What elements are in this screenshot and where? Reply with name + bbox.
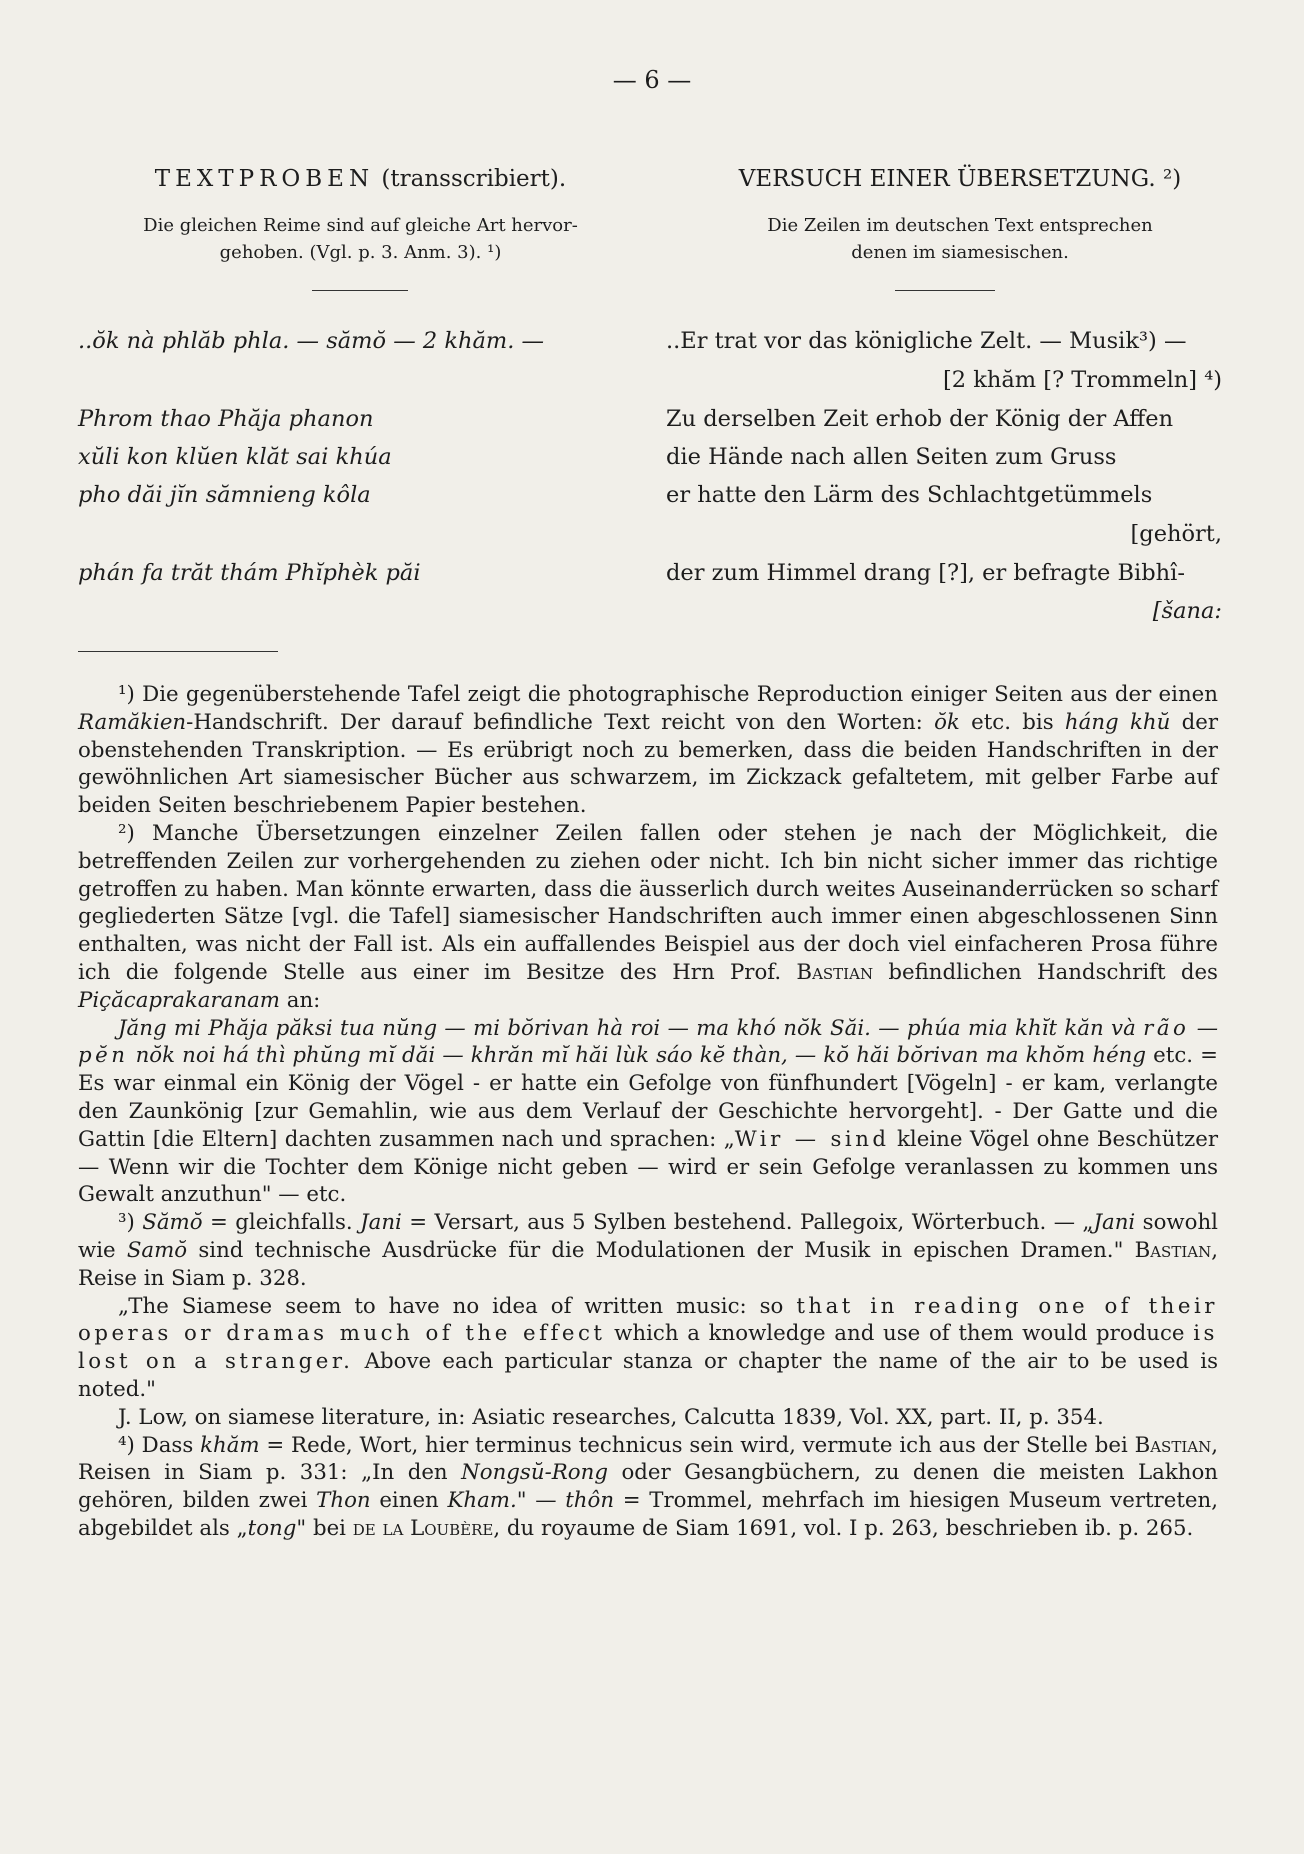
footnote-text: Above each particular stanza or chapter the name of the air to be used is noted." bbox=[78, 1349, 1219, 1402]
right-note-line: denen im siamesischen. bbox=[851, 242, 1069, 263]
left-heading-suffix: (transscribiert). bbox=[374, 166, 567, 192]
footnote-italic: Sămŏ bbox=[142, 1210, 203, 1236]
footnote-spaced: Wir — sind bbox=[734, 1126, 890, 1152]
footnote-italic: Jani bbox=[360, 1210, 402, 1236]
verse-right-line: er hatte den Lärm des Schlachtgetümmels bbox=[666, 482, 1153, 508]
footnote-italic: Samŏ bbox=[126, 1237, 188, 1263]
footnote-text: „The Siamese seem to have no idea of written music: so bbox=[118, 1293, 797, 1319]
verse-right-line: die Hände nach allen Seiten zum Gruss bbox=[666, 444, 1117, 470]
footnotes bbox=[78, 681, 1218, 1543]
footnote-2-example bbox=[78, 1015, 1218, 1210]
footnote-text: ⁴) Dass bbox=[118, 1432, 201, 1458]
left-divider bbox=[312, 290, 408, 291]
footnote-text: -Handschrift. Der darauf befindliche Text reicht von den Worten: bbox=[186, 709, 935, 735]
right-heading-note bbox=[690, 212, 1230, 266]
footnote-text: oder Gesangbüchern, zu denen die meisten Lakhon gehören, bilden zwei bbox=[78, 1460, 1219, 1514]
right-divider bbox=[895, 290, 995, 291]
footnote-text: , du royaume de Siam 1691, vol. I p. 263, beschrieben ib. p. 265. bbox=[493, 1515, 1194, 1541]
footnote-italic: Thon bbox=[316, 1488, 371, 1514]
right-note-line: Die Zeilen im deutschen Text entsprechen bbox=[767, 215, 1153, 236]
left-heading-note bbox=[78, 212, 643, 266]
verse-right-line: [2 khăm [? Trommeln] ⁴) bbox=[943, 367, 1222, 393]
footnote-spaced: is lost on a stranger. bbox=[78, 1321, 1218, 1375]
footnote-text: einen bbox=[370, 1488, 448, 1514]
footnote-spaced: that in reading one of their operas or dramas much of the effect bbox=[78, 1293, 1218, 1347]
right-column-heading: VERSUCH EINER ÜBERSETZUNG. ²) bbox=[738, 166, 1182, 192]
page-number: — 6 — bbox=[612, 66, 692, 94]
footnote-3 bbox=[78, 1209, 1218, 1292]
verse-right-line: ..Er trat vor das königliche Zelt. — Musik³) — bbox=[666, 328, 1187, 354]
footnote-text: = Rede, Wort, hier terminus technicus sein wird, vermute ich aus der Stelle bei bbox=[259, 1432, 1135, 1458]
footnote-text: etc. = Es war einmal ein König der Vögel - er hatte ein Gefolge von fünfhundert [Vögeln] - er kam, verlangte den Zaunkönig [zur Gemahlin, wie aus dem Verlauf der Geschichte hervorgeht]. - Der Gatte und die Gattin [die Eltern] dachten zusammen nach und sprachen: „ bbox=[78, 1043, 1218, 1152]
footnote-text: sind technische Ausdrücke für die Modulationen der Musik in epischen Dramen." bbox=[187, 1237, 1135, 1263]
footnote-author: Bastian bbox=[1134, 1432, 1212, 1458]
footnote-italic: háng khŭ bbox=[1064, 709, 1171, 735]
footnote-italic: tong bbox=[247, 1515, 297, 1541]
footnote-italic: Jani bbox=[1093, 1210, 1136, 1236]
footnote-italic: Ramăkien bbox=[78, 709, 187, 735]
footnote-1 bbox=[78, 681, 1218, 820]
footnote-italic: khăm bbox=[200, 1432, 260, 1458]
verse-right-line: [gehört, bbox=[1130, 521, 1222, 547]
verse-left-line: phán fa trăt thám Phĭphèk păi bbox=[78, 560, 421, 586]
verse-left-line: pho dăi jĭn sămnieng kôla bbox=[78, 482, 371, 508]
footnote-3-quote bbox=[78, 1293, 1218, 1404]
footnote-text: ²) Manche Übersetzungen einzelner Zeilen fallen oder stehen je nach der Möglichkeit, die betreffenden Zeilen zur vorhergehenden zu ziehen oder nicht. Ich bin nicht sicher immer das richtige getroffen zu haben. Man könnte erwarten, dass die äusserlich durch weites Auseinanderrücken so scharf gegliederten Sätze [vgl. die Tafel] siamesischer Handschriften auch immer einen abgeschlossenen Sinn enthalten, was nicht der Fall ist. Als ein auffallendes Beispiel aus der doch viel einfacheren Prosa führe ich die folgende Stelle aus einer im Besitze des Hrn Prof. bbox=[78, 820, 1218, 985]
footnote-text: , Reisen in Siam p. 331: „In den bbox=[78, 1432, 1218, 1486]
footnote-author: Bastian bbox=[796, 959, 874, 985]
footnote-italic: Kham. bbox=[447, 1488, 517, 1514]
left-note-line: gehoben. (Vgl. p. 3. Anm. 3). ¹) bbox=[219, 242, 502, 263]
footnote-text: befindlichen Handschrift des bbox=[873, 959, 1218, 985]
footnote-text: an: bbox=[280, 987, 321, 1013]
verse-right-line: der zum Himmel drang [?], er befragte Bibhî- bbox=[666, 560, 1185, 586]
footnote-italic: pĕn bbox=[78, 1043, 129, 1069]
footnote-text: " — bbox=[516, 1488, 566, 1514]
footnote-text: which a knowledge and use of them would produce bbox=[605, 1321, 1194, 1347]
footnote-text: ¹) Die gegenüberstehende Tafel zeigt die photographische Reproduction einiger Seiten aus der einen bbox=[118, 682, 1218, 707]
footnote-text: = Versart, aus 5 Sylben bestehend. Pallegoix, Wörterbuch. — „ bbox=[401, 1210, 1094, 1236]
footnote-italic: Piçăcaprakaranam bbox=[78, 987, 280, 1013]
footnote-text: " bei bbox=[296, 1515, 353, 1541]
footnote-text: der obenstehenden Transkription. — Es erübrigt noch zu bemerken, dass die beiden Handschriften in der gewöhnlichen Art siamesischer Bücher aus schwarzem, im Zickzack gefaltetem, mit gelber Farbe auf beiden Seiten beschriebenem Papier bestehen. bbox=[78, 709, 1219, 819]
footnote-text: = Trommel, mehrfach im hiesigen Museum vertreten, abgebildet als „ bbox=[78, 1488, 1218, 1541]
footnote-italic: — bbox=[1189, 1015, 1218, 1041]
footnote-italic: Jăng mi Phăja păksi tua nŭng — mi bŏrivan hà roi — ma khó nŏk Săi. — phúa mia khĭt kăn và bbox=[118, 1015, 1144, 1041]
footnote-author: Bastian bbox=[1134, 1237, 1212, 1263]
footnote-text: sowohl wie bbox=[78, 1210, 1218, 1263]
footnote-3-citation: J. Low, on siamese literature, in: Asiatic researches, Calcutta 1839, Vol. XX, part. II, p. 354. bbox=[118, 1404, 1104, 1430]
footnote-4 bbox=[78, 1432, 1218, 1543]
footnote-italic: ŏk bbox=[934, 709, 960, 735]
footnote-italic: nŏk noi há thì phŭng mĭ dăi — khrăn mĭ hăi lùk sáo kĕ thàn, — kŏ hăi bŏrivan ma khŏm héng bbox=[128, 1043, 1147, 1069]
verse-left-line: Phrom thao Phăja phanon bbox=[78, 406, 374, 432]
footnote-text: , Reise in Siam p. 328. bbox=[78, 1237, 1218, 1291]
verse-left-line: xŭli kon klŭen klăt sai khúa bbox=[78, 444, 392, 470]
left-column-heading bbox=[78, 166, 643, 192]
footnote-text: = gleichfalls. bbox=[202, 1210, 361, 1236]
footnote-2 bbox=[78, 820, 1218, 1015]
footnote-italic: thôn bbox=[565, 1488, 615, 1514]
footnote-italic: rão bbox=[1143, 1015, 1190, 1041]
footnote-text: kleine Vögel ohne Beschützer — Wenn wir die Tochter dem Könige nicht geben — wird er sein Gefolge veranlassen zu kommen uns Gewalt anzuthun" — etc. bbox=[78, 1126, 1218, 1208]
verse-right-line: Zu derselben Zeit erhob der König der Affen bbox=[666, 406, 1174, 432]
footnote-italic: Nongsŭ-Rong bbox=[461, 1460, 608, 1486]
footnote-text: etc. bis bbox=[959, 709, 1065, 735]
left-note-line: Die gleichen Reime sind auf gleiche Art hervor- bbox=[143, 215, 578, 236]
left-heading-title: TEXTPROBEN bbox=[154, 166, 375, 192]
footnote-divider bbox=[78, 651, 278, 652]
footnote-author: de la Loubère bbox=[352, 1515, 494, 1541]
footnote-text: ³) bbox=[118, 1210, 143, 1236]
verse-right-line: [šana: bbox=[1152, 598, 1222, 624]
verse-left-line: ..ŏk nà phlăb phla. — sămŏ — 2 khăm. — bbox=[78, 328, 545, 354]
